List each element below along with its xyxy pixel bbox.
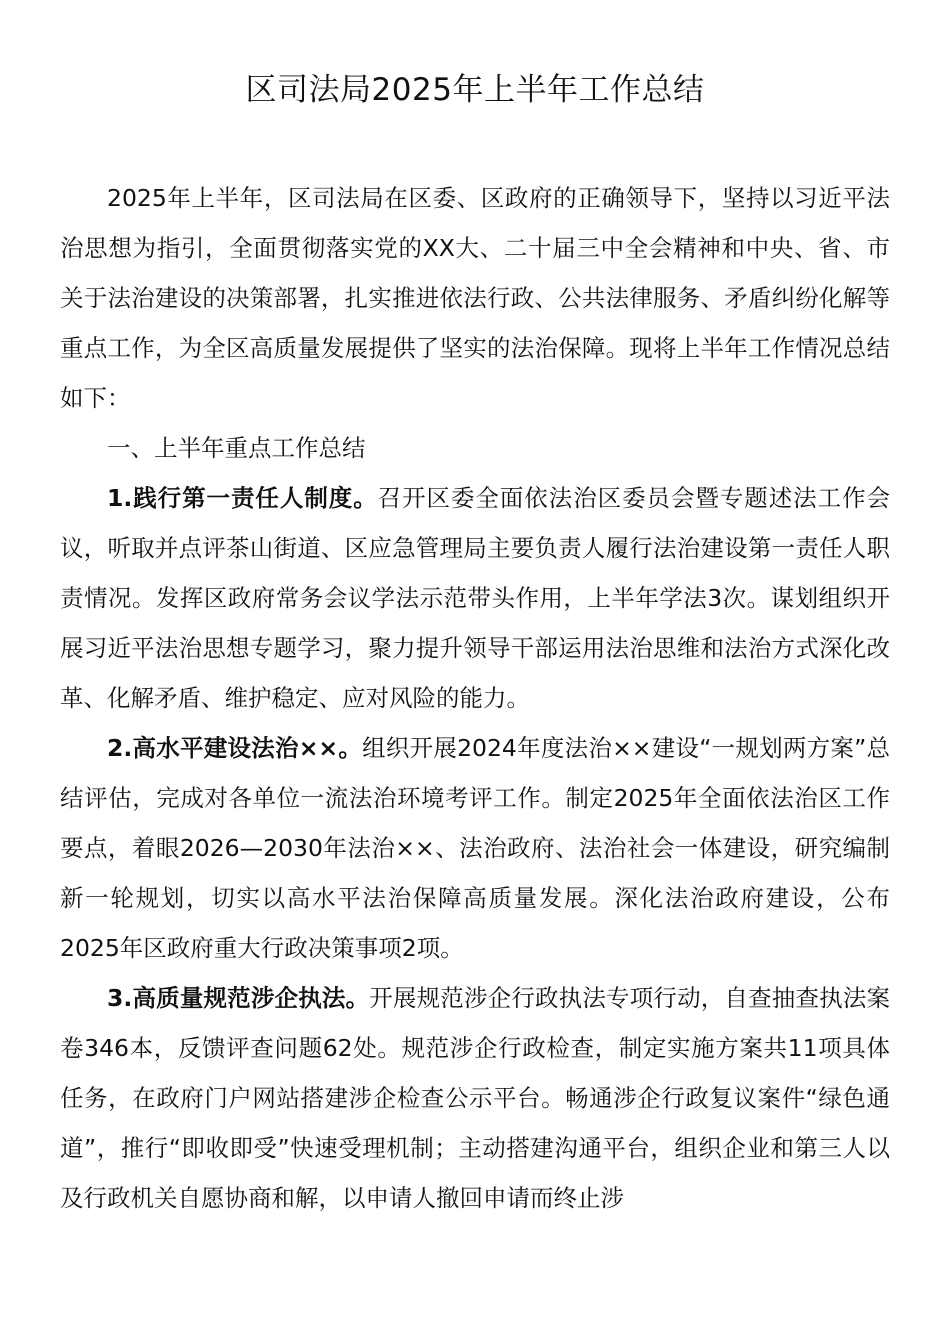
item-paragraph-3 xyxy=(60,973,890,1223)
item-paragraph-2 xyxy=(60,723,890,973)
item-heading-1: 1.践行第一责任人制度。 xyxy=(107,484,378,512)
item-heading-2: 2.高水平建设法治××。 xyxy=(107,734,363,762)
document-body xyxy=(60,173,890,1223)
section-heading: 一、上半年重点工作总结 xyxy=(107,434,366,462)
item-paragraph-1 xyxy=(60,473,890,723)
intro-paragraph: 2025年上半年，区司法局在区委、区政府的正确领导下，坚持以习近平法治思想为指引，全面贯彻落实党的XX大、二十届三中全会精神和中央、省、市关于法治建设的决策部署，扎实推进依法行政、公共法律服务、矛盾纠纷化解等重点工作，为全区高质量发展提供了坚实的法治保障。现将上半年工作情况总结如下： xyxy=(60,184,890,412)
item-text-2: 组织开展2024年度法治××建设“一规划两方案”总结评估，完成对各单位一流法治环境考评工作。制定2025年全面依法治区工作要点，着眼2026—2030年法治××、法治政府、法治社会一体建设，研究编制新一轮规划，切实以高水平法治保障高质量发展。深化法治政府建设，公布2025年区政府重大行政决策事项2项。 xyxy=(60,734,890,962)
item-heading-3: 3.高质量规范涉企执法。 xyxy=(107,984,370,1012)
item-text-1: 召开区委全面依法治区委员会暨专题述法工作会议，听取并点评茶山街道、区应急管理局主要负责人履行法治建设第一责任人职责情况。发挥区政府常务会议学法示范带头作用，上半年学法3次。谋划组织开展习近平法治思想专题学习，聚力提升领导干部运用法治思维和法治方式深化改革、化解矛盾、维护稳定、应对风险的能力。 xyxy=(60,484,891,712)
document-title: 区司法局2025年上半年工作总结 xyxy=(245,72,705,108)
item-text-3: 开展规范涉企行政执法专项行动，自查抽查执法案卷346本，反馈评查问题62处。规范涉企行政检查，制定实施方案共11项具体任务，在政府门户网站搭建涉企检查公示平台。畅通涉企行政复议案件“绿色通道”，推行“即收即受”快速受理机制；主动搭建沟通平台，组织企业和第三人以及行政机关自愿协商和解，以申请人撤回申请而终止涉 xyxy=(60,984,891,1212)
